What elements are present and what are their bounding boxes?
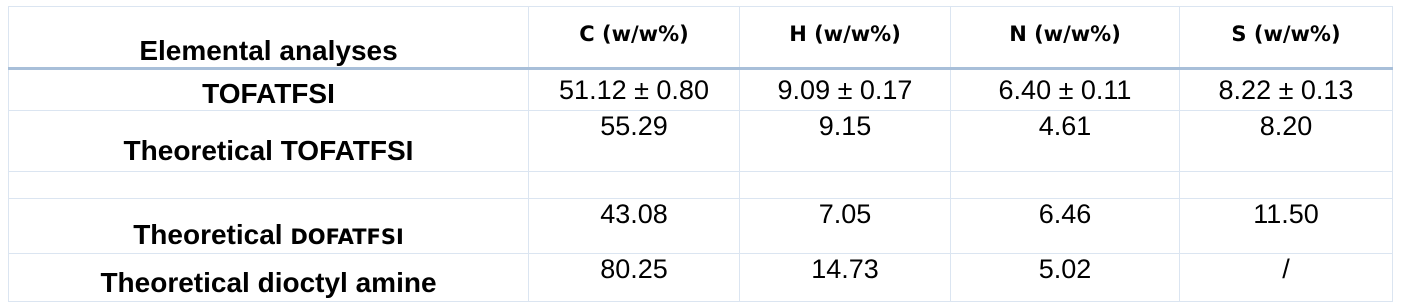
table-row-theoretical-dofatfsi xyxy=(9,199,1393,254)
cell-sulfur xyxy=(1180,172,1393,199)
cell-carbon: 80.25 xyxy=(529,254,740,302)
cell-hydrogen: 7.05 xyxy=(740,199,951,254)
cell-carbon: 55.29 xyxy=(529,111,740,172)
table-row-theoretical-dioctyl-amine xyxy=(9,254,1393,302)
cell-carbon xyxy=(529,172,740,199)
cell-nitrogen: 6.40 ± 0.11 xyxy=(951,69,1180,111)
cell-carbon: 51.12 ± 0.80 xyxy=(529,69,740,111)
row-label: Theoretical dioctyl amine xyxy=(9,254,529,302)
row-label xyxy=(9,199,529,254)
cell-nitrogen: 5.02 xyxy=(951,254,1180,302)
elemental-analyses-table xyxy=(8,6,1393,302)
header-hydrogen: H (w/w%) xyxy=(740,7,951,69)
table-row-tofatfsi xyxy=(9,69,1393,111)
cell-hydrogen xyxy=(740,172,951,199)
cell-sulfur: 8.20 xyxy=(1180,111,1393,172)
cell-sulfur: 11.50 xyxy=(1180,199,1393,254)
cell-nitrogen xyxy=(951,172,1180,199)
header-nitrogen: N (w/w%) xyxy=(951,7,1180,69)
cell-hydrogen: 9.09 ± 0.17 xyxy=(740,69,951,111)
cell-sulfur: 8.22 ± 0.13 xyxy=(1180,69,1393,111)
cell-nitrogen: 6.46 xyxy=(951,199,1180,254)
table-row-theoretical-tofatfsi xyxy=(9,111,1393,172)
cell-sulfur: / xyxy=(1180,254,1393,302)
row-label: Theoretical TOFATFSI xyxy=(9,111,529,172)
cell-nitrogen: 4.61 xyxy=(951,111,1180,172)
header-carbon: C (w/w%) xyxy=(529,7,740,69)
row-label xyxy=(9,172,529,199)
header-sulfur: S (w/w%) xyxy=(1180,7,1393,69)
table-header-row xyxy=(9,7,1393,69)
header-elemental-analyses: Elemental analyses xyxy=(9,7,529,69)
cell-hydrogen: 14.73 xyxy=(740,254,951,302)
row-label: TOFATFSI xyxy=(9,69,529,111)
cell-hydrogen: 9.15 xyxy=(740,111,951,172)
elemental-analyses-table-container xyxy=(8,6,1393,302)
cell-carbon: 43.08 xyxy=(529,199,740,254)
table-row-empty xyxy=(9,172,1393,199)
row-label-suffix: DOFATFSI xyxy=(290,225,404,249)
row-label-prefix: Theoretical xyxy=(133,219,291,250)
